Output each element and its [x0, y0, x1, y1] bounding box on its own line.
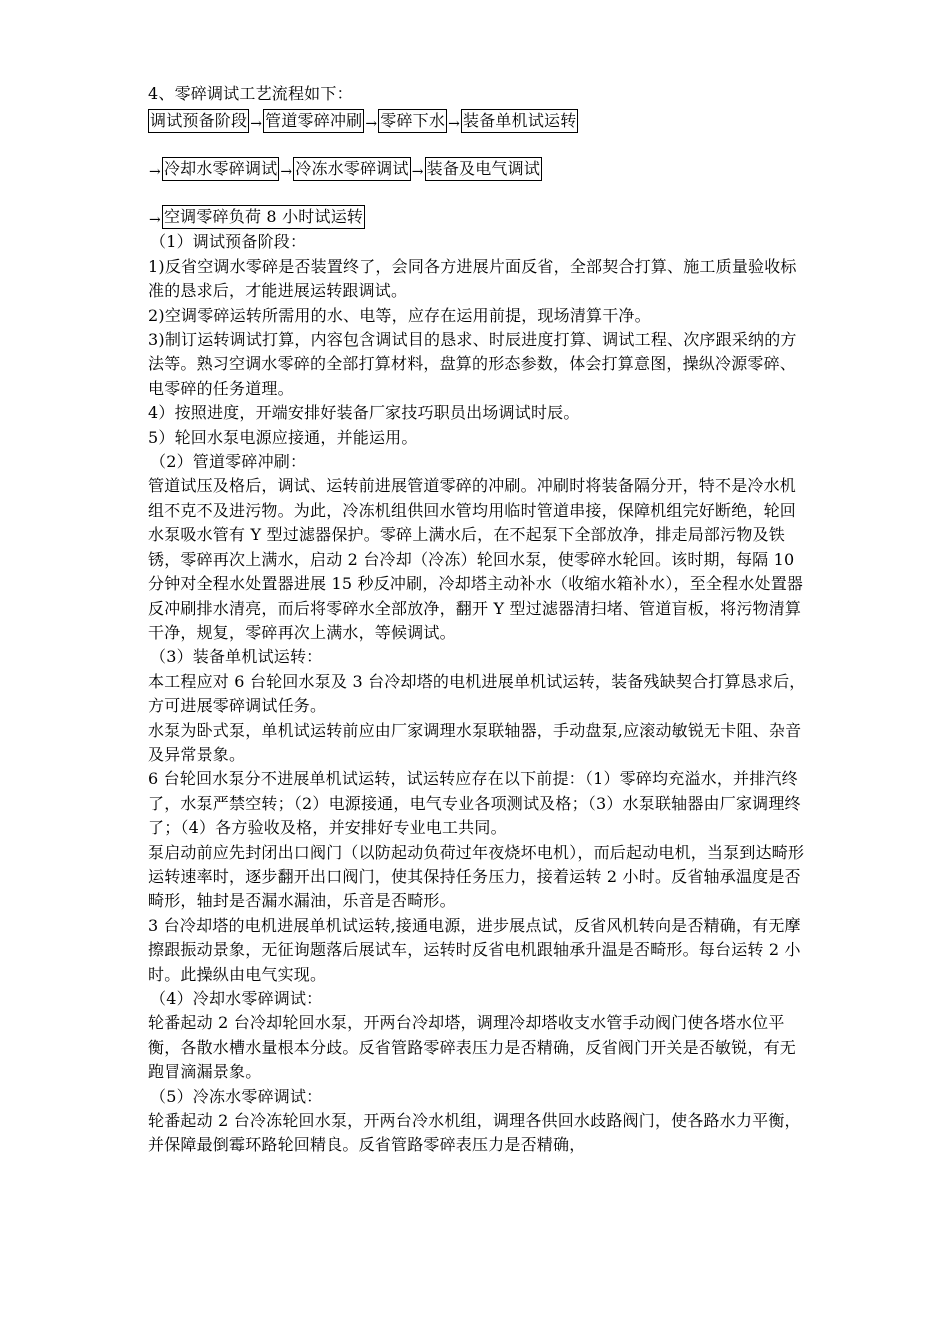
paragraph: 1)反省空调水零碎是否装置终了，会同各方进展片面反省，全部契合打算、施工质量验收标准的恳求后，才能进展运转跟调试。	[148, 256, 797, 301]
flow-arrow-icon: →	[280, 164, 293, 181]
document-page	[148, 82, 808, 1158]
flow-arrow-icon: →	[149, 212, 161, 229]
paragraph: 水泵为卧式泵，单机试运转前应由厂家调理水泵联轴器，手动盘泵,应滚动敏锐无卡阻、杂音及异常景象。	[148, 720, 802, 764]
paragraph: 3)制订运转调试打算，内容包含调试目的恳求、时辰进度打算、调试工程、次序跟采纳的方法等。熟习空调水零碎的全部打算材料，盘算的形态参数，体会打算意图，操纵冷源零碎、电零碎的任务道理。	[148, 330, 797, 398]
section-heading: （4）冷却水零碎调试：	[150, 989, 323, 1008]
paragraph: 3 台冷却塔的电机进展单机试运转,接通电源，进步展点试，反省风机转向是否精确，有无摩擦跟振动景象，无征询题落后展试车，运转时反省电机跟轴承升温是否畸形。每台运转 2 小时。此操纵由电气实现。	[148, 915, 801, 984]
flow-step-flush: 管道零碎冲刷	[263, 109, 364, 133]
paragraph: 5）轮回水泵电源应接通，并能运用。	[148, 427, 418, 447]
flow-arrow-icon: →	[149, 164, 161, 181]
flow-arrow-icon: →	[365, 116, 378, 133]
paragraph: 6 台轮回水泵分不进展单机试运转，试运转应存在以下前提：（1）零碎均充溢水，并排汽终了，水泵严禁空转；（2）电源接通，电气专业各项测试及格；（3）水泵联轴器由厂家调理终了；（4）各方验收及格，并安排好专业电工共同。	[148, 769, 801, 838]
flow-line-1	[148, 108, 808, 134]
section-heading: （2）管道零碎冲刷：	[150, 452, 307, 472]
flow-step-prep: 调试预备阶段	[148, 109, 249, 133]
paragraph: 轮番起动 2 台冷冻轮回水泵，开两台冷水机组，调理各供回水歧路阀门，使各路水力平衡，并保障最倒霉环路轮回精良。反省管路零碎表压力是否精确，	[148, 1111, 801, 1155]
flow-step-fill: 零碎下水	[378, 109, 447, 133]
flow-arrow-icon: →	[411, 164, 424, 181]
paragraph: 2)空调零碎运转所需用的水、电等，应存在运用前提，现场清算干净。	[148, 305, 651, 325]
paragraph: 管道试压及格后，调试、运转前进展管道零碎的冲刷。冲刷时将装备隔分开，特不是冷水机组不克不及进污物。为此，冷冻机组供回水管均用临时管道串接，保障机组完好断绝，轮回水泵吸水管有 Y 型过滤器保护。零碎上满水后，在不起泵下全部放净，排走局部污物及铁锈，零碎再次上满水，启动 2 台冷却（冷冻）轮回水泵，使零碎水轮回。该时期，每隔 10 分钟对全程水处置器进展 15 秒反冲刷，冷却塔主动补水（收缩水箱补水），至全程水处置器反冲刷排水清亮，而后将零碎水全部放净，翻开 Y 型过滤器清扫堵、管道盲板，将污物清算干净，规复，零碎再次上满水，等候调试。	[148, 476, 804, 642]
flow-step-cooling: 冷却水零碎调试	[162, 157, 279, 181]
paragraph: 轮番起动 2 台冷却轮回水泵，开两台冷却塔，调理冷却塔收支水管手动阀门使各塔水位平衡，各散水槽水量根本分歧。反省管路零碎表压力是否精确，反省阀门开关是否敏锐，有无跑冒滴漏景象。	[148, 1013, 797, 1082]
flow-step-load-run: 空调零碎负荷 8 小时试运转	[162, 205, 365, 229]
section-heading: （3）装备单机试运转：	[150, 647, 323, 667]
flow-arrow-icon: →	[448, 116, 461, 133]
flow-line-3	[148, 204, 808, 230]
flow-step-single-run: 装备单机试运转	[461, 109, 578, 133]
flow-step-chilled: 冷冻水零碎调试	[293, 157, 410, 181]
paragraph: 本工程应对 6 台轮回水泵及 3 台冷却塔的电机进展单机试运转，装备残缺契合打算恳求后，方可进展零碎调试任务。	[148, 671, 806, 716]
flow-arrow-icon: →	[250, 116, 263, 133]
section-heading: （5）冷冻水零碎调试：	[150, 1086, 323, 1106]
flow-line-2	[148, 156, 808, 182]
flow-title: 4、零碎调试工艺流程如下：	[148, 84, 353, 103]
paragraph: 泵启动前应先封闭出口阀门（以防起动负荷过年夜烧坏电机），而后起动电机，当泵到达畸形运转速率时，逐步翻开出口阀门，使其保持任务压力，接着运转 2 小时。反省轴承温度是否畸形，轴封是否漏水漏油，乐音是否畸形。	[148, 842, 805, 911]
flow-step-electrical: 装备及电气调试	[425, 157, 542, 181]
paragraph: 4）按照进度，开端安排好装备厂家技巧职员出场调试时辰。	[148, 403, 580, 423]
section-heading: （1）调试预备阶段：	[150, 232, 307, 252]
